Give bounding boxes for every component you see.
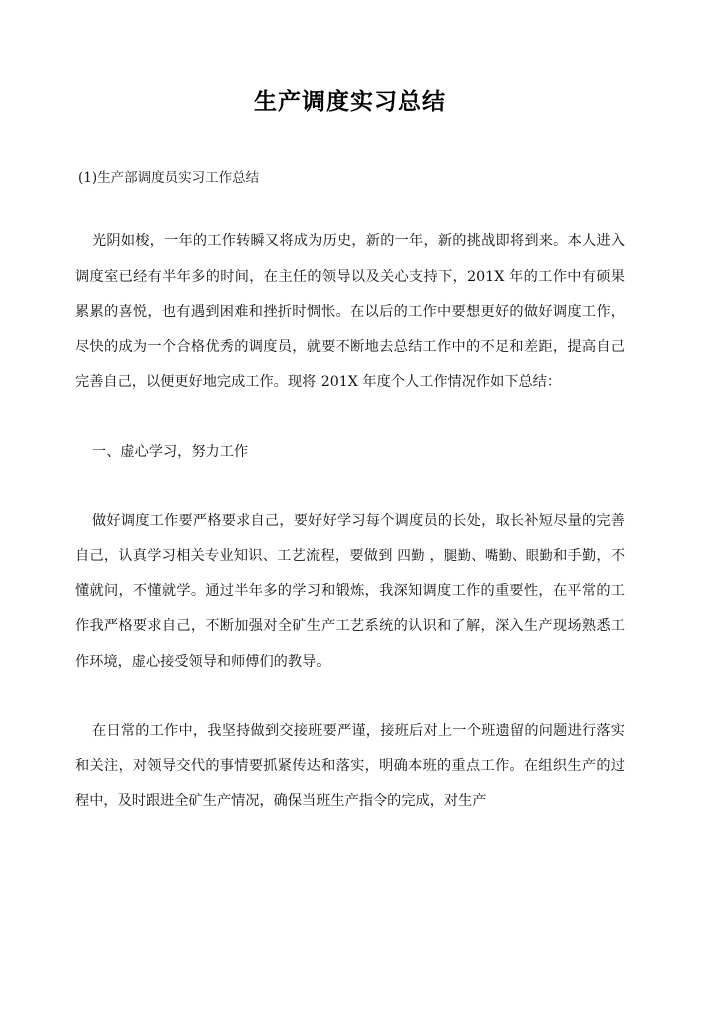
document-body bbox=[75, 0, 625, 819]
paragraph-segment-2: ， bbox=[424, 547, 444, 564]
section-heading-1: 一、虚心学习，努力工作 bbox=[92, 443, 249, 460]
paragraph-section-1-body bbox=[75, 504, 625, 680]
paragraph-segment-3: 和手勤，不懂就问，不懂就学。通过半年多的学习和锻炼，我深知调度工作的重要性，在平常的工作我严格要求自己，不断加强对全矿生产工艺系统的认识和了解，深入生产现场熟悉工作环境，虚心接受领导和师傅们的教导。 bbox=[75, 547, 626, 670]
page-title: 生产调度实习总结 bbox=[254, 88, 446, 115]
document-subtitle: (1)生产部调度员实习工作总结 bbox=[78, 169, 260, 186]
paragraph-segment-emphasis-1: 四勤 bbox=[397, 548, 425, 564]
paragraph-segment-emphasis-2: 腿勤、嘴勤、眼勤 bbox=[443, 548, 554, 564]
paragraph-intro: 光阴如梭，一年的工作转瞬又将成为历史，新的一年，新的挑战即将到来。本人进入调度室已经有半年多的时间，在主任的领导以及关心支持下，201X 年的工作中有硕果累累的喜悦，也有遇到困难和挫折时惆怅。在以后的工作中要想更好的做好调度工作，尽快的成为一个合格优秀的调度员，就要不断地去总结工作中的不足和差距，提高自己完善自己，以便更好地完成工作。现将 201X 年度个人工作情况作如下总结： bbox=[75, 233, 625, 391]
paragraph-segment-1: 做好调度工作要严格要求自己，要好好学习每个调度员的长处，取长补短尽量的完善自己，认真学习相关专业知识、工艺流程，要做到 bbox=[75, 512, 625, 564]
paragraph-daily-work: 在日常的工作中，我坚持做到交接班要严谨，接班后对上一个班遗留的问题进行落实和关注，对领导交代的事情要抓紧传达和落实，明确本班的重点工作。在组织生产的过程中，及时跟进全矿生产情况，确保当班生产指令的完成，对生产 bbox=[75, 722, 625, 810]
